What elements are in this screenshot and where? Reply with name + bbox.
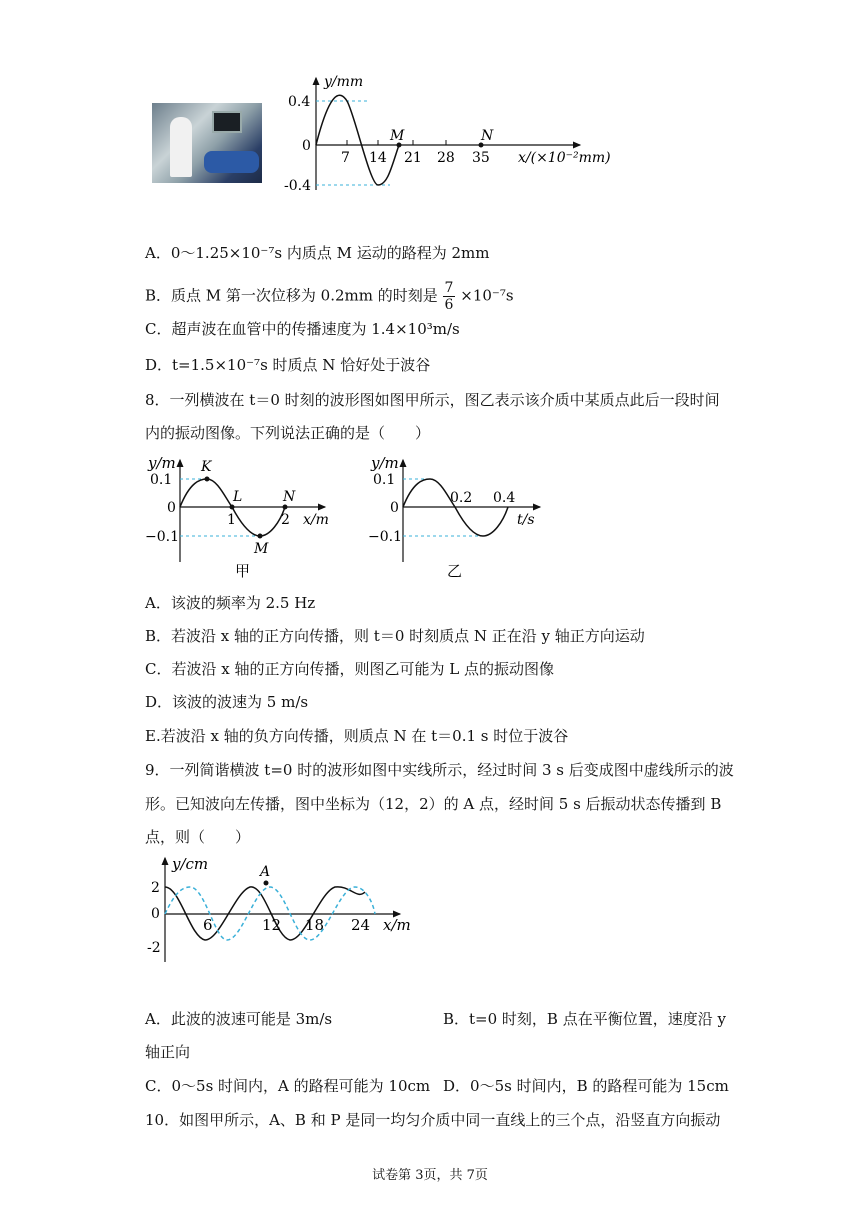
fig7-x-tick: 28 — [437, 150, 455, 166]
q9-option-b-line1: B．t=0 时刻，B 点在平衡位置，速度沿 y — [443, 1010, 726, 1028]
monitor-icon — [212, 111, 242, 133]
fig7-x-tick: 21 — [404, 150, 422, 166]
fig7-point-m: M — [390, 128, 405, 144]
q9-option-c: C．0～5s 时间内，A 的路程可能为 10cm — [145, 1077, 431, 1095]
q9-y-tick: -2 — [147, 940, 161, 956]
q8-option-d: D．该波的波速为 5 m/s — [145, 693, 309, 711]
q7-option-a: A．0～1.25×10⁻⁷s 内质点 M 运动的路程为 2mm — [145, 244, 490, 262]
fig7-x-tick: 14 — [369, 150, 387, 166]
fig7-y-label: y/mm — [324, 74, 364, 90]
figure7-wave-graph — [280, 70, 620, 200]
q8b-y-tick: 0.1 — [373, 472, 396, 488]
q8a-y-label: y/m — [148, 454, 176, 472]
patient-figure — [204, 151, 259, 173]
ultrasound-photo — [152, 103, 262, 183]
fig7-y-tick: 0.4 — [288, 94, 311, 110]
doctor-figure — [170, 117, 192, 177]
q9-y-tick: 2 — [151, 880, 160, 896]
q9-x-tick: 6 — [203, 916, 213, 934]
q10-stem-line1: 10．如图甲所示，A、B 和 P 是同一均匀介质中同一直线上的三个点，沿竖直方向振动 — [145, 1111, 721, 1129]
q8-option-a: A．该波的频率为 2.5 Hz — [145, 594, 316, 612]
q8a-point-n: N — [283, 489, 296, 505]
q8b-x-tick: 0.4 — [493, 490, 516, 506]
q9-x-tick: 24 — [351, 916, 371, 934]
fig7-point-n: N — [481, 128, 494, 144]
q9-option-b-line2: 轴正向 — [145, 1043, 191, 1061]
q9-figure — [145, 852, 435, 972]
q8a-y-tick: −0.1 — [145, 529, 179, 545]
q8-stem-line2: 内的振动图像。下列说法正确的是（ ） — [145, 424, 431, 442]
q9-x-tick: 18 — [305, 916, 325, 934]
q8-option-e: E.若波沿 x 轴的负方向传播，则质点 N 在 t＝0.1 s 时位于波谷 — [145, 727, 569, 745]
q8b-x-tick: 0.2 — [450, 490, 473, 506]
q9-x-label: x/m — [383, 916, 411, 934]
q8-option-c: C．若波沿 x 轴的正方向传播，则图乙可能为 L 点的振动图像 — [145, 660, 554, 678]
fig7-y-tick: -0.4 — [284, 178, 311, 194]
q8b-y-label: y/m — [371, 454, 399, 472]
q8b-caption: 乙 — [447, 562, 463, 580]
q8a-y-tick: 0 — [167, 500, 176, 516]
fig7-x-label: x/(×10⁻²mm) — [518, 150, 611, 166]
q9-stem-line3: 点，则（ ） — [145, 828, 251, 846]
q8a-x-tick: 2 — [281, 512, 290, 528]
q8-figure-b — [365, 452, 565, 582]
q8-figure-a — [145, 452, 345, 582]
q9-point-a: A — [260, 864, 271, 880]
q8b-y-tick: −0.1 — [368, 529, 402, 545]
q8b-y-tick: 0 — [390, 500, 399, 516]
q9-stem-line1: 9．一列简谐横波 t=0 时的波形如图中实线所示，经过时间 3 s 后变成图中虚线所示的波 — [145, 761, 734, 779]
q9-stem-line2: 形。已知波向左传播，图中坐标为（12，2）的 A 点，经时间 5 s 后振动状态传播到 B — [145, 795, 722, 813]
q8a-caption: 甲 — [235, 562, 251, 580]
fig7-y-tick: 0 — [302, 138, 311, 154]
page-footer: 试卷第 3页，共 7页 — [372, 1168, 488, 1183]
q8-stem-line1: 8．一列横波在 t＝0 时刻的波形图如图甲所示，图乙表示该介质中某质点此后一段时间 — [145, 391, 720, 409]
q8a-y-tick: 0.1 — [150, 472, 173, 488]
q8b-x-label: t/s — [517, 512, 535, 528]
q7-option-c: C．超声波在血管中的传播速度为 1.4×10³m/s — [145, 320, 460, 338]
q8a-x-label: x/m — [303, 512, 329, 528]
fig7-x-tick: 35 — [472, 150, 490, 166]
fig7-x-tick: 7 — [341, 150, 350, 166]
q8a-point-l: L — [233, 489, 243, 505]
q9-y-tick: 0 — [151, 906, 160, 922]
q9-option-a: A．此波的波速可能是 3m/s — [145, 1010, 333, 1028]
q8a-point-m: M — [254, 541, 269, 557]
q9-option-d: D．0～5s 时间内，B 的路程可能为 15cm — [443, 1077, 729, 1095]
q7-option-d: D．t=1.5×10⁻⁷s 时质点 N 恰好处于波谷 — [145, 356, 431, 374]
q8a-x-tick: 1 — [227, 512, 236, 528]
q7-b-fraction: $\frac{7}{6}$ — [444, 280, 454, 313]
q9-y-label: y/cm — [172, 855, 209, 873]
q7-option-b: B．质点 M 第一次位移为 0.2mm 的时刻是 $\frac{7}{6}$ ×10⁻⁷s — [145, 280, 514, 313]
q8-option-b: B．若波沿 x 轴的正方向传播，则 t＝0 时刻质点 N 正在沿 y 轴正方向运动 — [145, 627, 645, 645]
q8a-point-k: K — [201, 459, 212, 475]
q9-x-tick: 12 — [262, 916, 282, 934]
